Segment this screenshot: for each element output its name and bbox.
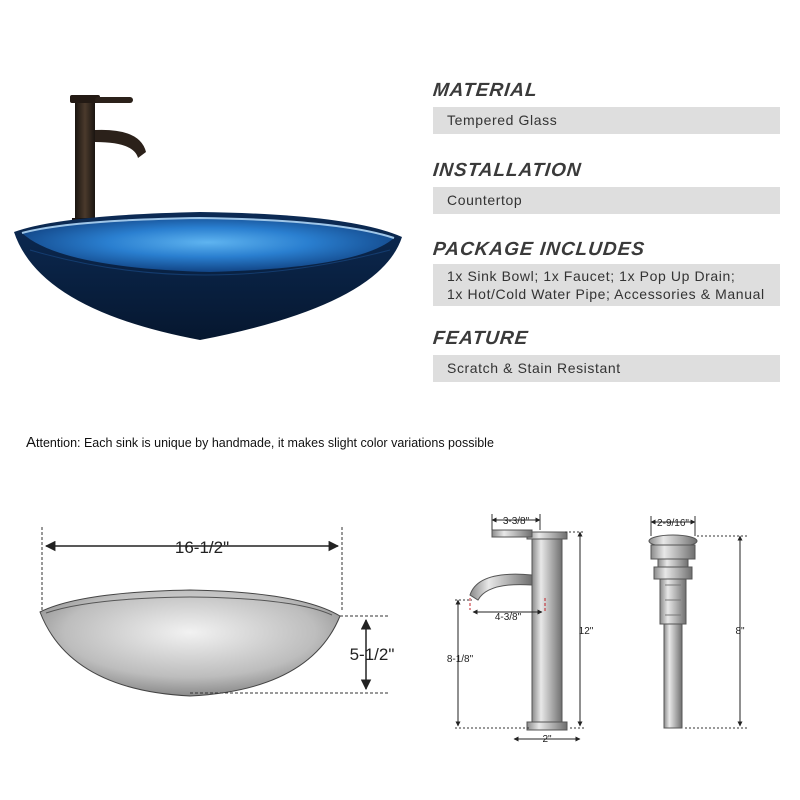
faucet-base-label: 2"	[542, 734, 552, 745]
spec-title: MATERIAL	[431, 80, 539, 101]
drain-top-label: 2-9/16"	[657, 518, 689, 529]
faucet-height-label: 12"	[578, 626, 594, 637]
drain-height-label: 8"	[735, 626, 745, 637]
spec-line: 1x Sink Bowl; 1x Faucet; 1x Pop Up Drain;	[447, 268, 736, 284]
spec-value: Countertop	[433, 187, 780, 214]
drain-drawing	[649, 516, 748, 728]
spec-line: 1x Hot/Cold Water Pipe; Accessories & Manual	[447, 286, 765, 302]
spec-title: PACKAGE INCLUDES	[431, 239, 647, 260]
spec-value: Scratch & Stain Resistant	[433, 355, 780, 382]
bowl-height-label: 5-1/2"	[349, 645, 395, 664]
bowl-width-label: 16-1/2"	[174, 538, 230, 557]
faucet-spout-height-label: 8-1/8"	[446, 654, 474, 665]
faucet-spout-label: 4-3/8"	[494, 612, 522, 623]
spec-value: Tempered Glass	[433, 107, 780, 134]
attention-initial: A	[26, 434, 37, 451]
attention-text: ttention: Each sink is unique by handmade, it makes slight color variations possible	[36, 436, 494, 450]
faucet-drawing	[455, 514, 585, 739]
spec-title: INSTALLATION	[431, 160, 583, 181]
faucet-top-label: 3-3/8"	[502, 516, 530, 527]
spec-title: FEATURE	[431, 328, 530, 349]
